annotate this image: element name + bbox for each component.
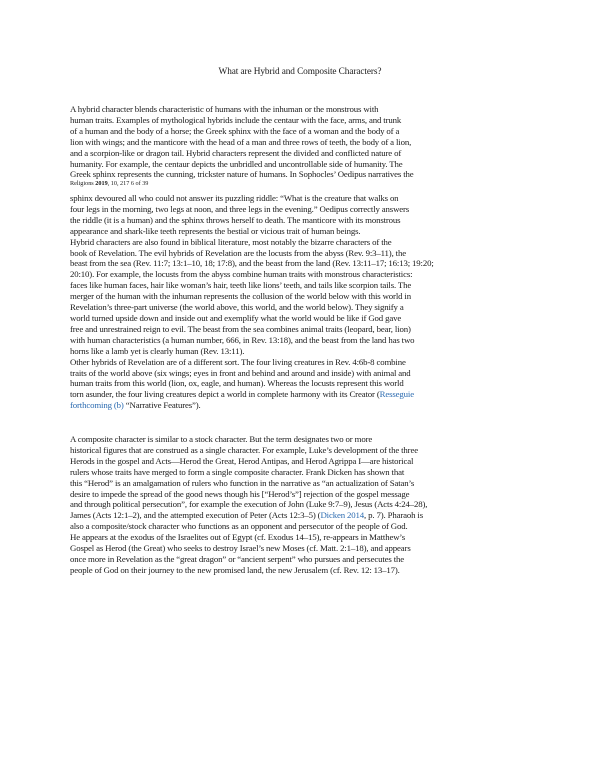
text-line: He appears at the exodus of the Israelites out of Egypt (cf. Exodus 14–15), re-appears in Matthew’s [70,531,405,542]
text-line: sphinx devoured all who could not answer its puzzling riddle: “What is the creature that walks on [70,193,399,203]
paragraph-hybrid-intro [70,104,540,180]
paragraph-last-line [70,400,540,411]
text-line: Hybrid characters are also found in biblical literature, most notably the bizarre characters of the [70,236,392,247]
text-line: and through political persecution”, for example the execution of John (Luke 9:7–9), Jesus (Acts 4:24–28), [70,499,428,510]
text-line: Revelation’s three-part universe (the world above, this world, and the world below). They signify a [70,302,404,313]
text-line: book of Revelation. The evil hybrids of Revelation are the locusts from the abyss (Rev. 9:3–11), the [70,247,406,258]
paragraph-composite-rest [70,521,540,576]
citation-tail: “Narrative Features”). [123,400,201,410]
text-line: world turned upside down and inside out and exemplify what the world would be like if God gave [70,312,402,323]
text-line: with human characteristics (a human number, 666, in Rev. 13:18), and the beast from the land has two [70,334,415,345]
journal-year: 2019 [95,180,108,187]
text-line: 20:10). For example, the locusts from the abyss combine human traits with monstrous characteristics: [70,269,413,280]
text-line: also a composite/stock character who functions as an opponent and persecutor of the people of God. [70,521,408,531]
text-line: free and unrestrained reign to evil. The beast from the sea combines animal traits (leopard, bear, lion) [70,323,411,334]
page-title: What are Hybrid and Composite Characters? [218,67,382,77]
citation-link-resseguie[interactable]: Resseguie [379,389,414,400]
text-line: of a human and the body of a horse; the Greek sphinx with the face of a woman and the body of a [70,125,400,136]
paragraph-composite [70,434,540,510]
citation-link-dicken[interactable]: Dicken 2014 [320,510,364,520]
citation-link-forthcoming[interactable]: forthcoming (b) [70,400,124,410]
text-line: Gospel as Herod (the Great) who seeks to destroy Israel’s new Moses (cf. Matt. 2:1–18), and appears [70,542,411,553]
text-line: four legs in the morning, two legs at noon, and three legs in the evening.” Oedipus correctly answers [70,203,410,214]
text-line: horns like a lamb yet is clearly human (Rev. 13:11). [70,345,245,356]
journal-volume-pages: , 10, 217 6 of 39 [107,180,149,187]
text-line: people of God on their journey to the new promised land, the new Jerusalem (cf. Rev. 12: 13–17). [70,564,400,575]
journal-name: Religions [70,180,94,187]
text-line: and a scorpion-like or dragon tail. Hybrid characters represent the divided and conflicted nature of [70,147,402,158]
text-line: lion with wings; and the manticore with the head of a man and three rows of teeth, the body of a lion, [70,136,412,147]
text-line: Other hybrids of Revelation are of a different sort. The four living creatures in Rev. 4:6b-8 combine [70,356,406,367]
text-line: Greek sphinx represents the cunning, trickster nature of humans. In Sophocles’ Oedipus narratives the [70,169,414,180]
text-line: merger of the human with the inhuman represents the collusion of the world below with this world in [70,291,411,302]
text-segment: torn asunder, the four living creatures depict a world in complete harmony with its Creator ( [70,389,380,400]
text-line: traits of the world above (six wings; eyes in front and behind and around and inside) with animal and [70,367,411,378]
paragraph-hybrid-revelation [70,193,540,400]
cite-line-pre: James (Acts 12:1–2), and the attempted execution of Peter (Acts 12:3–5) ( [70,510,321,520]
text-line: A composite character is similar to a stock character. But the term designates two or more [70,434,373,444]
text-line: human traits. Examples of mythological hybrids include the centaur with the face, arms, and trunk [70,114,402,125]
text-line: desire to impede the spread of the good news though his [“Herod’s”] rejection of the gospel message [70,488,410,499]
running-header-line [70,180,540,188]
text-line: beast from the sea (Rev. 11:7; 13:1–10, 18; 17:8), and the beast from the land (Rev. 13:11–17; 16:13; 19:20; [70,258,434,269]
text-line: appearance and shark-like teeth represents the bestial or vicious trait of human beings. [70,225,361,236]
text-line: the riddle (it is a human) and the sphinx throws herself to death. The manticore with its monstrous [70,214,401,225]
text-line: human traits from this world (lion, ox, eagle, and human). Whereas the locusts represent this world [70,378,404,389]
text-line: rulers whose traits have merged to form a single composite character. Frank Dicken has shown that [70,466,405,477]
text-line: humanity. For example, the centaur depicts the unbridled and uncontrollable side of humanity. The [70,158,403,169]
text-line: this “Herod” is an amalgamation of rulers who function in the narrative as “an actualization of Satan’s [70,477,415,488]
paragraph-composite-cite-line [70,510,540,521]
text-line: A hybrid character blends characteristic of humans with the inhuman or the monstrous with [70,104,379,114]
text-line [70,389,540,400]
cite-line-post: , p. 7). Pharaoh is [364,510,423,520]
text-line: historical figures that are construed as a single character. For example, Luke’s development of the three [70,444,418,455]
running-header [70,180,540,188]
text-line: once more in Revelation as the “great dragon” or “ancient serpent” who pursues and persecutes the [70,553,405,564]
text-line: faces like human faces, hair like woman’s hair, teeth like lions’ teeth, and tails like scorpion tails. The [70,280,412,291]
text-line: Herods in the gospel and Acts—Herod the Great, Herod Antipas, and Herod Agrippa I—are historical [70,455,414,466]
